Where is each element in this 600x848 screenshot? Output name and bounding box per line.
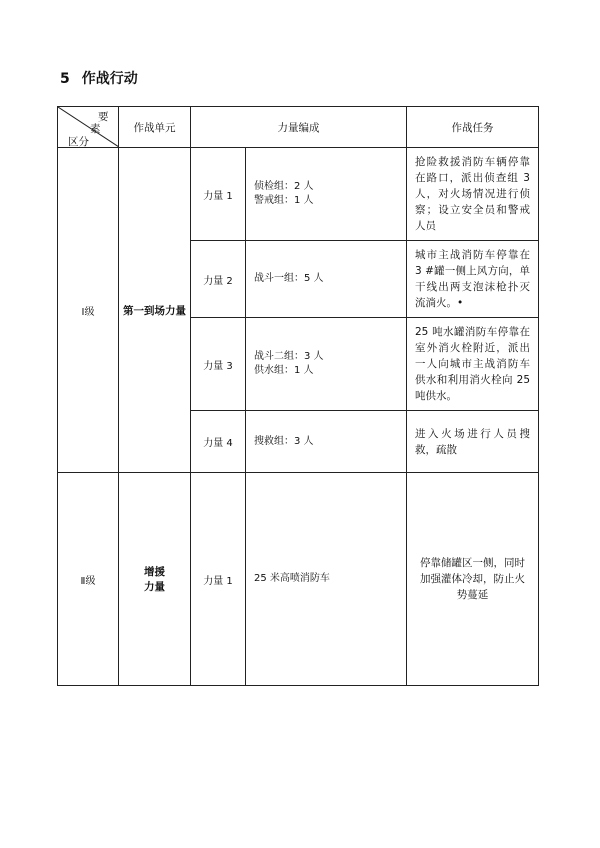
- member-line: 警戒组：1 人: [254, 195, 314, 206]
- force-task: 抢险救援消防车辆停靠在路口，派出侦查组 3 人，对火场情况进行侦察；设立安全员和警戒人员: [407, 148, 539, 241]
- level1-unit: 第一到场力量: [119, 148, 191, 473]
- member-line: 供水组：1 人: [254, 365, 314, 376]
- force-label: 力量 4: [191, 411, 246, 473]
- member-line: 搜救组：3 人: [254, 435, 314, 447]
- level2-unit-line: 力量: [144, 581, 165, 593]
- table-row: [58, 473, 539, 686]
- force-members: [246, 148, 407, 241]
- header-diag-top-2: 素: [90, 123, 101, 135]
- member-line: 战斗二组：3 人: [254, 351, 324, 362]
- force-members: [246, 318, 407, 411]
- level2-unit: [119, 473, 191, 686]
- level1-label: Ⅰ级: [58, 148, 119, 473]
- force-members: [246, 411, 407, 473]
- level2-unit-line: 增援: [144, 566, 165, 578]
- header-task: 作战任务: [407, 107, 539, 148]
- force-task: 城市主战消防车停靠在 3 #罐一侧上风方向，单干线出两支泡沫枪扑灭流淌火。•: [407, 241, 539, 318]
- header-diag-bottom: 区分: [68, 136, 89, 148]
- force-task: 进入火场进行人员搜救，疏散: [407, 411, 539, 473]
- operations-table: [57, 106, 539, 686]
- section-heading: [60, 68, 138, 88]
- header-composition: 力量编成: [191, 107, 407, 148]
- force-label: 力量 3: [191, 318, 246, 411]
- force-members: [246, 241, 407, 318]
- table-header-row: [58, 107, 539, 148]
- section-number: 5: [60, 71, 70, 87]
- member-line: 侦检组：2 人: [254, 181, 314, 192]
- level2-label: Ⅱ级: [58, 473, 119, 686]
- force-members: 25 米高喷消防车: [246, 473, 407, 686]
- force-label: 力量 1: [191, 473, 246, 686]
- force-task: 停靠储罐区一侧，同时加强灌体冷却，防止火势蔓延: [407, 473, 539, 686]
- header-diag-top-1: 要: [98, 111, 109, 123]
- force-label: 力量 1: [191, 148, 246, 241]
- table-row: [58, 148, 539, 241]
- force-task: 25 吨水罐消防车停靠在室外消火栓附近，派出一人向城市主战消防车供水和利用消火栓向 25 吨供水。: [407, 318, 539, 411]
- header-unit: 作战单元: [119, 107, 191, 148]
- member-line: 战斗一组：5 人: [254, 273, 324, 284]
- section-title: 作战行动: [81, 71, 138, 87]
- header-diagonal-cell: [58, 107, 119, 148]
- force-label: 力量 2: [191, 241, 246, 318]
